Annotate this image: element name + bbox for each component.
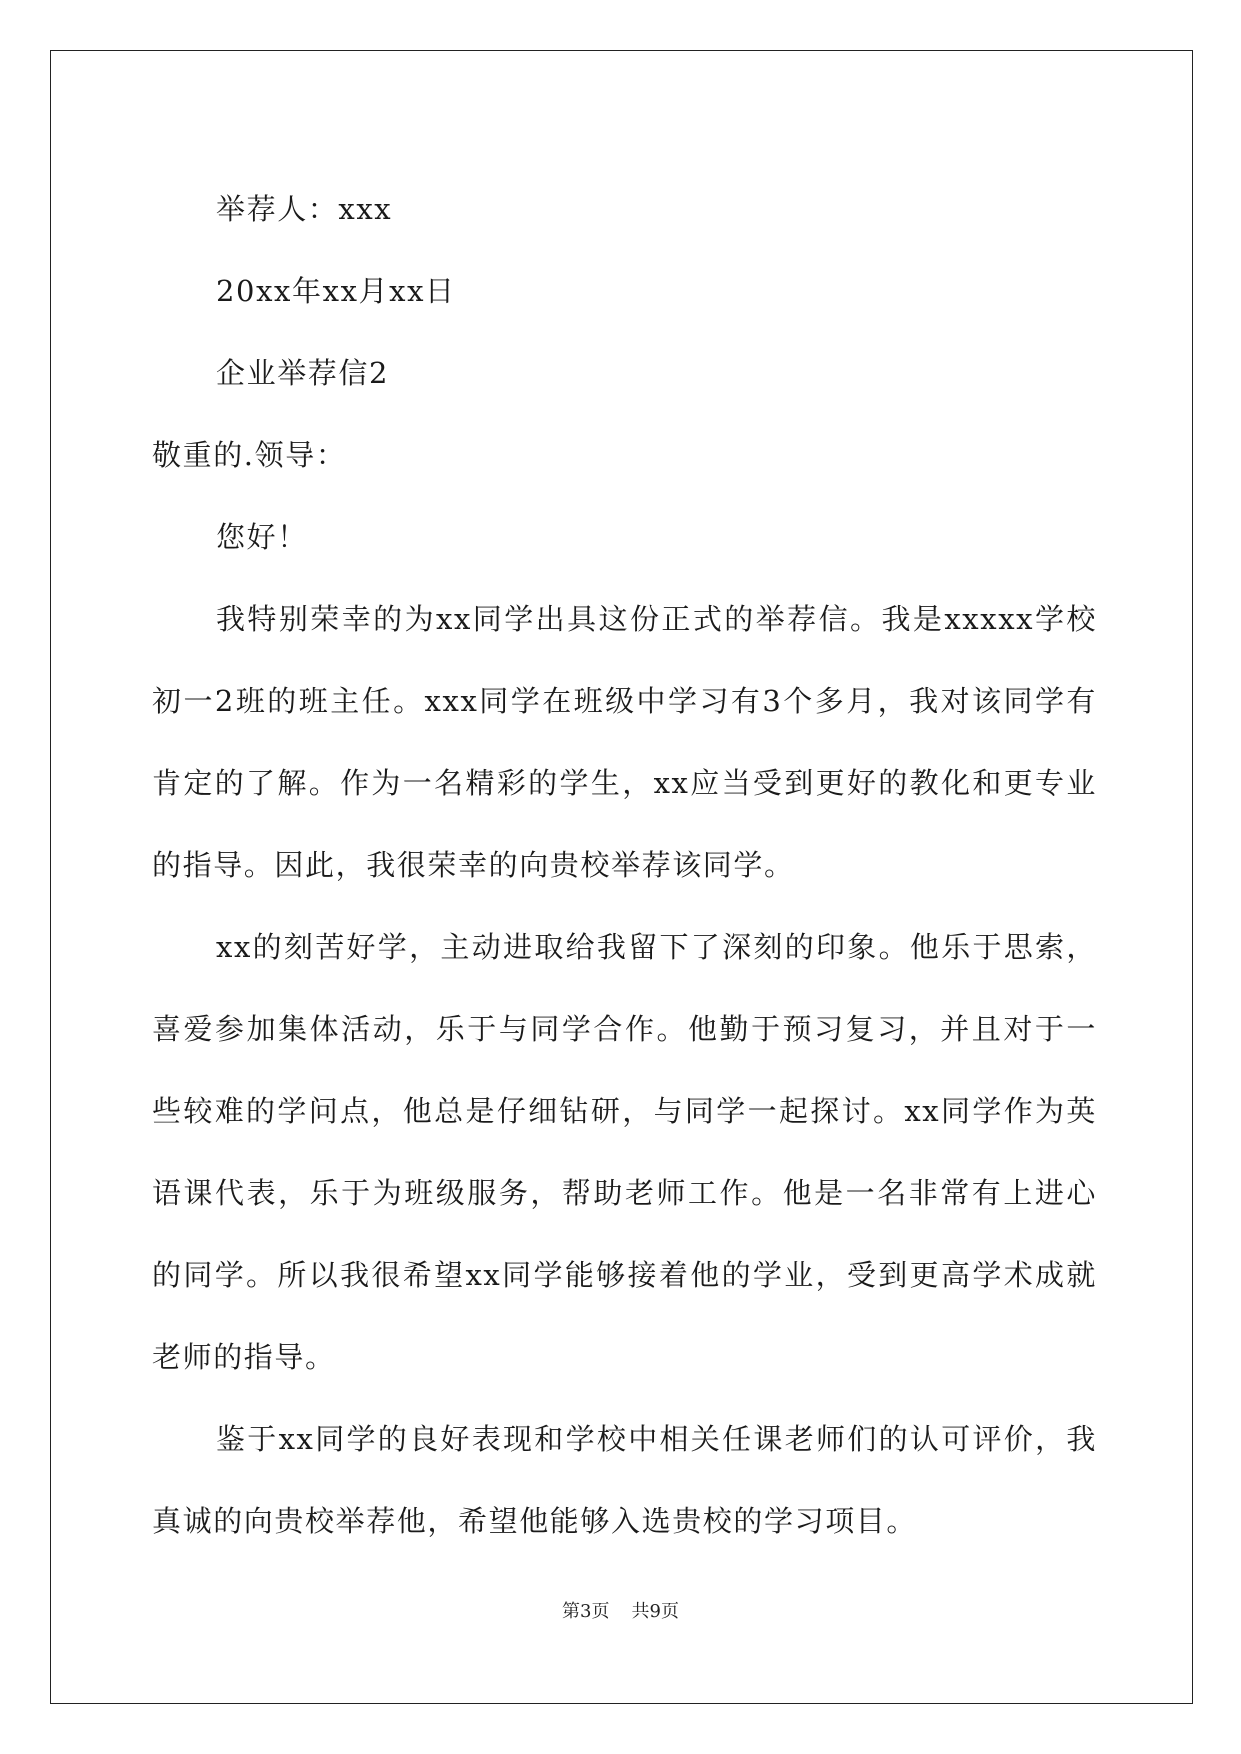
paragraph-intro: 我特别荣幸的为xx同学出具这份正式的举荐信。我是xxxxx学校初一2班的班主任。xxx同学在班级中学习有3个多月，我对该同学有肯定的了解。作为一名精彩的学生，xx应当受到更好的教化和更专业的指导。因此，我很荣幸的向贵校举荐该同学。	[152, 602, 1097, 882]
document-body	[152, 168, 1097, 1562]
page-number: 第3页	[562, 1601, 610, 1622]
greeting: 您好！	[216, 520, 308, 554]
paragraph-qualities: xx的刻苦好学，主动进取给我留下了深刻的印象。他乐于思索，喜爱参加集体活动，乐于与同学合作。他勤于预习复习，并且对于一些较难的学问点，他总是仔细钻研，与同学一起探讨。xx同学作为英语课代表，乐于为班级服务，帮助老师工作。他是一名非常有上进心的同学。所以我很希望xx同学能够接着他的学业，受到更高学术成就老师的指导。	[152, 930, 1097, 1374]
paragraph-conclusion: 鉴于xx同学的良好表现和学校中相关任课老师们的认可评价，我真诚的向贵校举荐他，希望他能够入选贵校的学习项目。	[152, 1422, 1097, 1538]
salutation: 敬重的.领导：	[152, 438, 347, 472]
letter-title: 企业举荐信2	[216, 356, 390, 390]
page-footer	[0, 1597, 1241, 1623]
page-total: 共9页	[631, 1601, 679, 1622]
date-line: 20xx年xx月xx日	[216, 274, 456, 308]
recommender-line: 举荐人：xxx	[216, 192, 393, 226]
